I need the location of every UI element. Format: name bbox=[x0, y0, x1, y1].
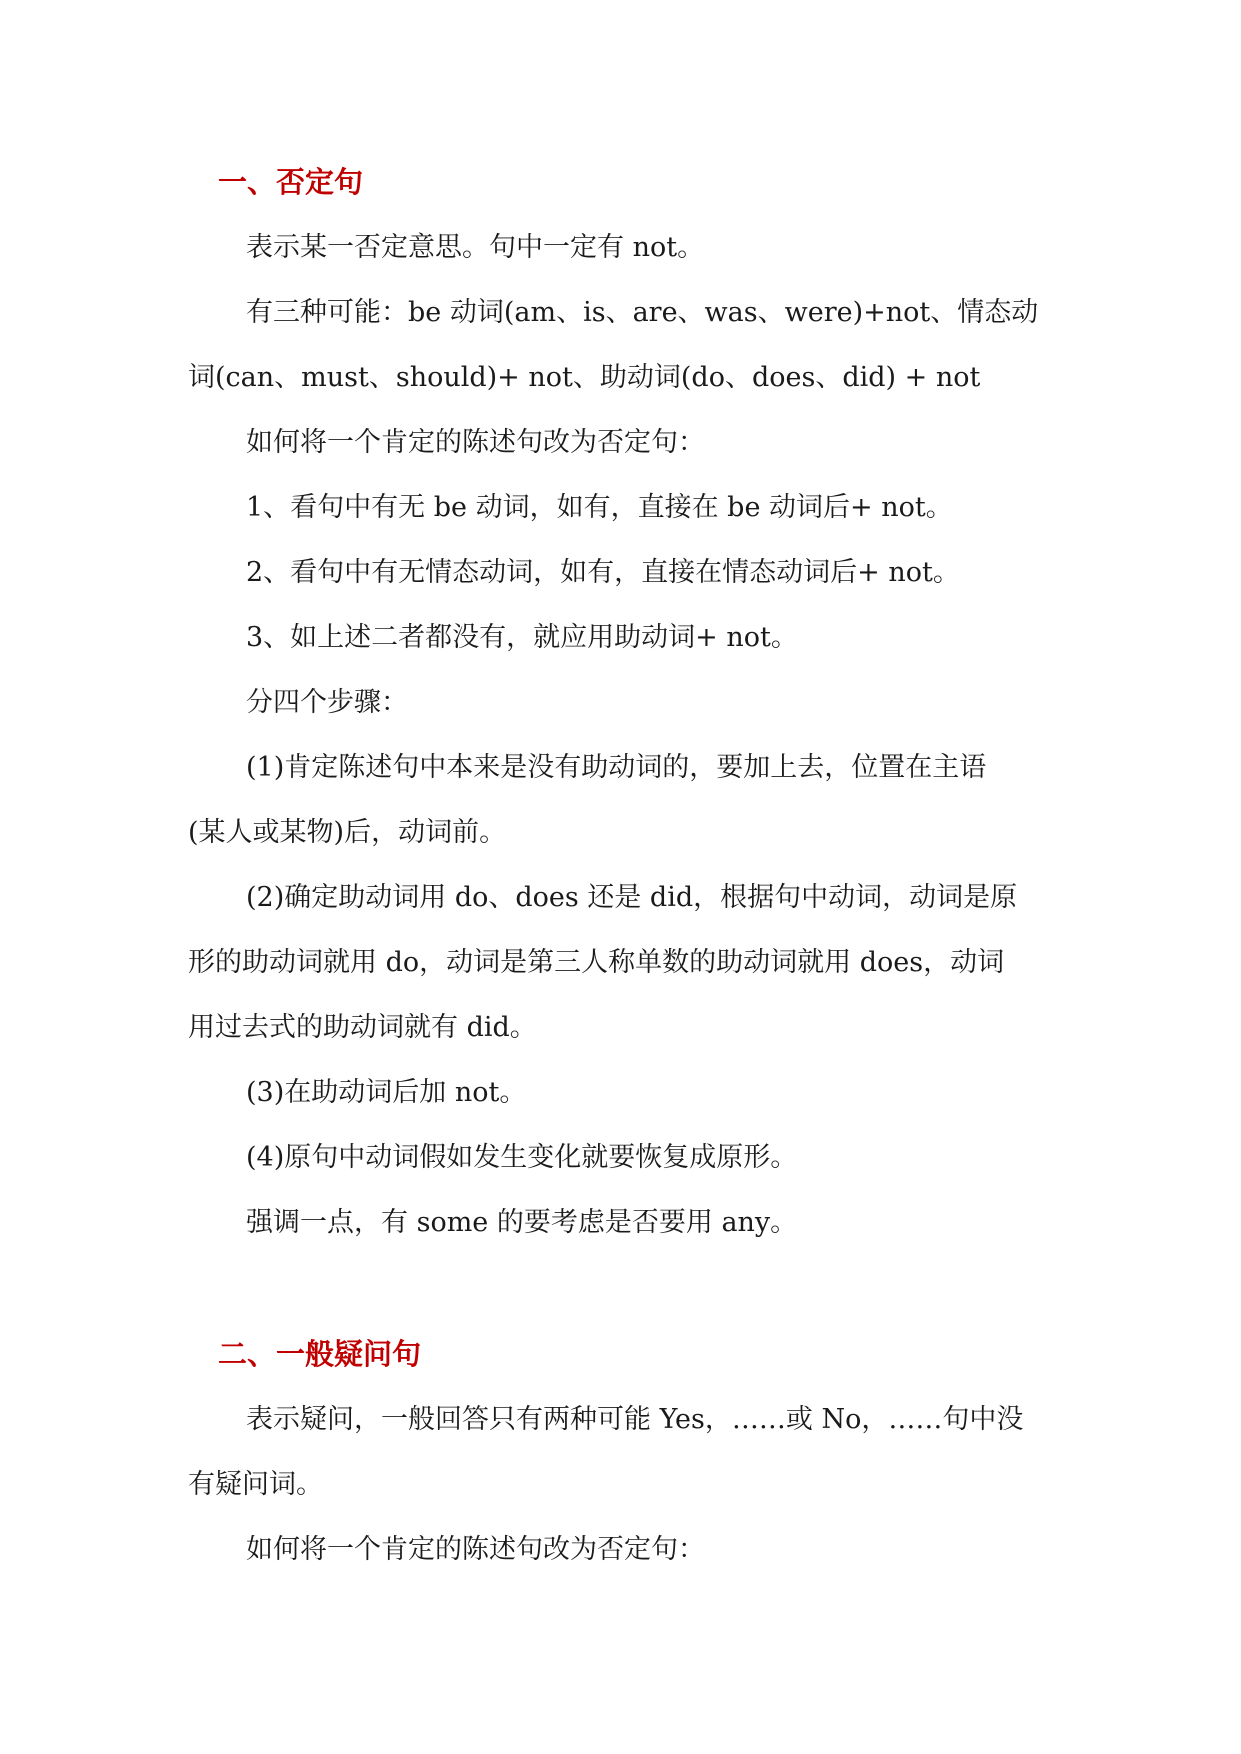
step-item: (2)确定助动词用 do、does 还是 did，根据句中动词，动词是原 bbox=[246, 882, 1018, 913]
list-item: 2、看句中有无情态动词，如有，直接在情态动词后+ not。 bbox=[246, 557, 960, 588]
paragraph-line: 表示疑问，一般回答只有两种可能 Yes，……或 No，……句中没 bbox=[246, 1404, 1024, 1435]
paragraph-line: 如何将一个肯定的陈述句改为否定句： bbox=[246, 427, 705, 458]
section-heading-negative-sentence: 一、否定句 bbox=[218, 165, 364, 199]
section-heading-general-question: 二、一般疑问句 bbox=[218, 1337, 422, 1371]
paragraph-line: 分四个步骤： bbox=[246, 687, 408, 718]
paragraph-line: 如何将一个肯定的陈述句改为否定句： bbox=[246, 1534, 705, 1565]
paragraph-line: 强调一点，有 some 的要考虑是否要用 any。 bbox=[246, 1207, 798, 1238]
step-item: (某人或某物)后，动词前。 bbox=[188, 817, 507, 848]
step-item: (4)原句中动词假如发生变化就要恢复成原形。 bbox=[246, 1142, 798, 1173]
step-item: (3)在助动词后加 not。 bbox=[246, 1077, 527, 1108]
paragraph-line: 有三种可能：be 动词(am、is、are、was、were)+not、情态动 bbox=[246, 297, 1039, 328]
step-item: 用过去式的助动词就有 did。 bbox=[188, 1012, 537, 1043]
list-item: 3、如上述二者都没有，就应用助动词+ not。 bbox=[246, 622, 798, 653]
paragraph-line: 表示某一否定意思。句中一定有 not。 bbox=[246, 232, 705, 263]
step-item: (1)肯定陈述句中本来是没有助动词的，要加上去，位置在主语 bbox=[246, 752, 987, 783]
list-item: 1、看句中有无 be 动词，如有，直接在 be 动词后+ not。 bbox=[246, 492, 953, 523]
paragraph-line: 词(can、must、should)+ not、助动词(do、does、did) + not bbox=[188, 362, 981, 393]
step-item: 形的助动词就用 do，动词是第三人称单数的助动词就用 does，动词 bbox=[188, 947, 1005, 978]
paragraph-line: 有疑问词。 bbox=[188, 1469, 323, 1500]
